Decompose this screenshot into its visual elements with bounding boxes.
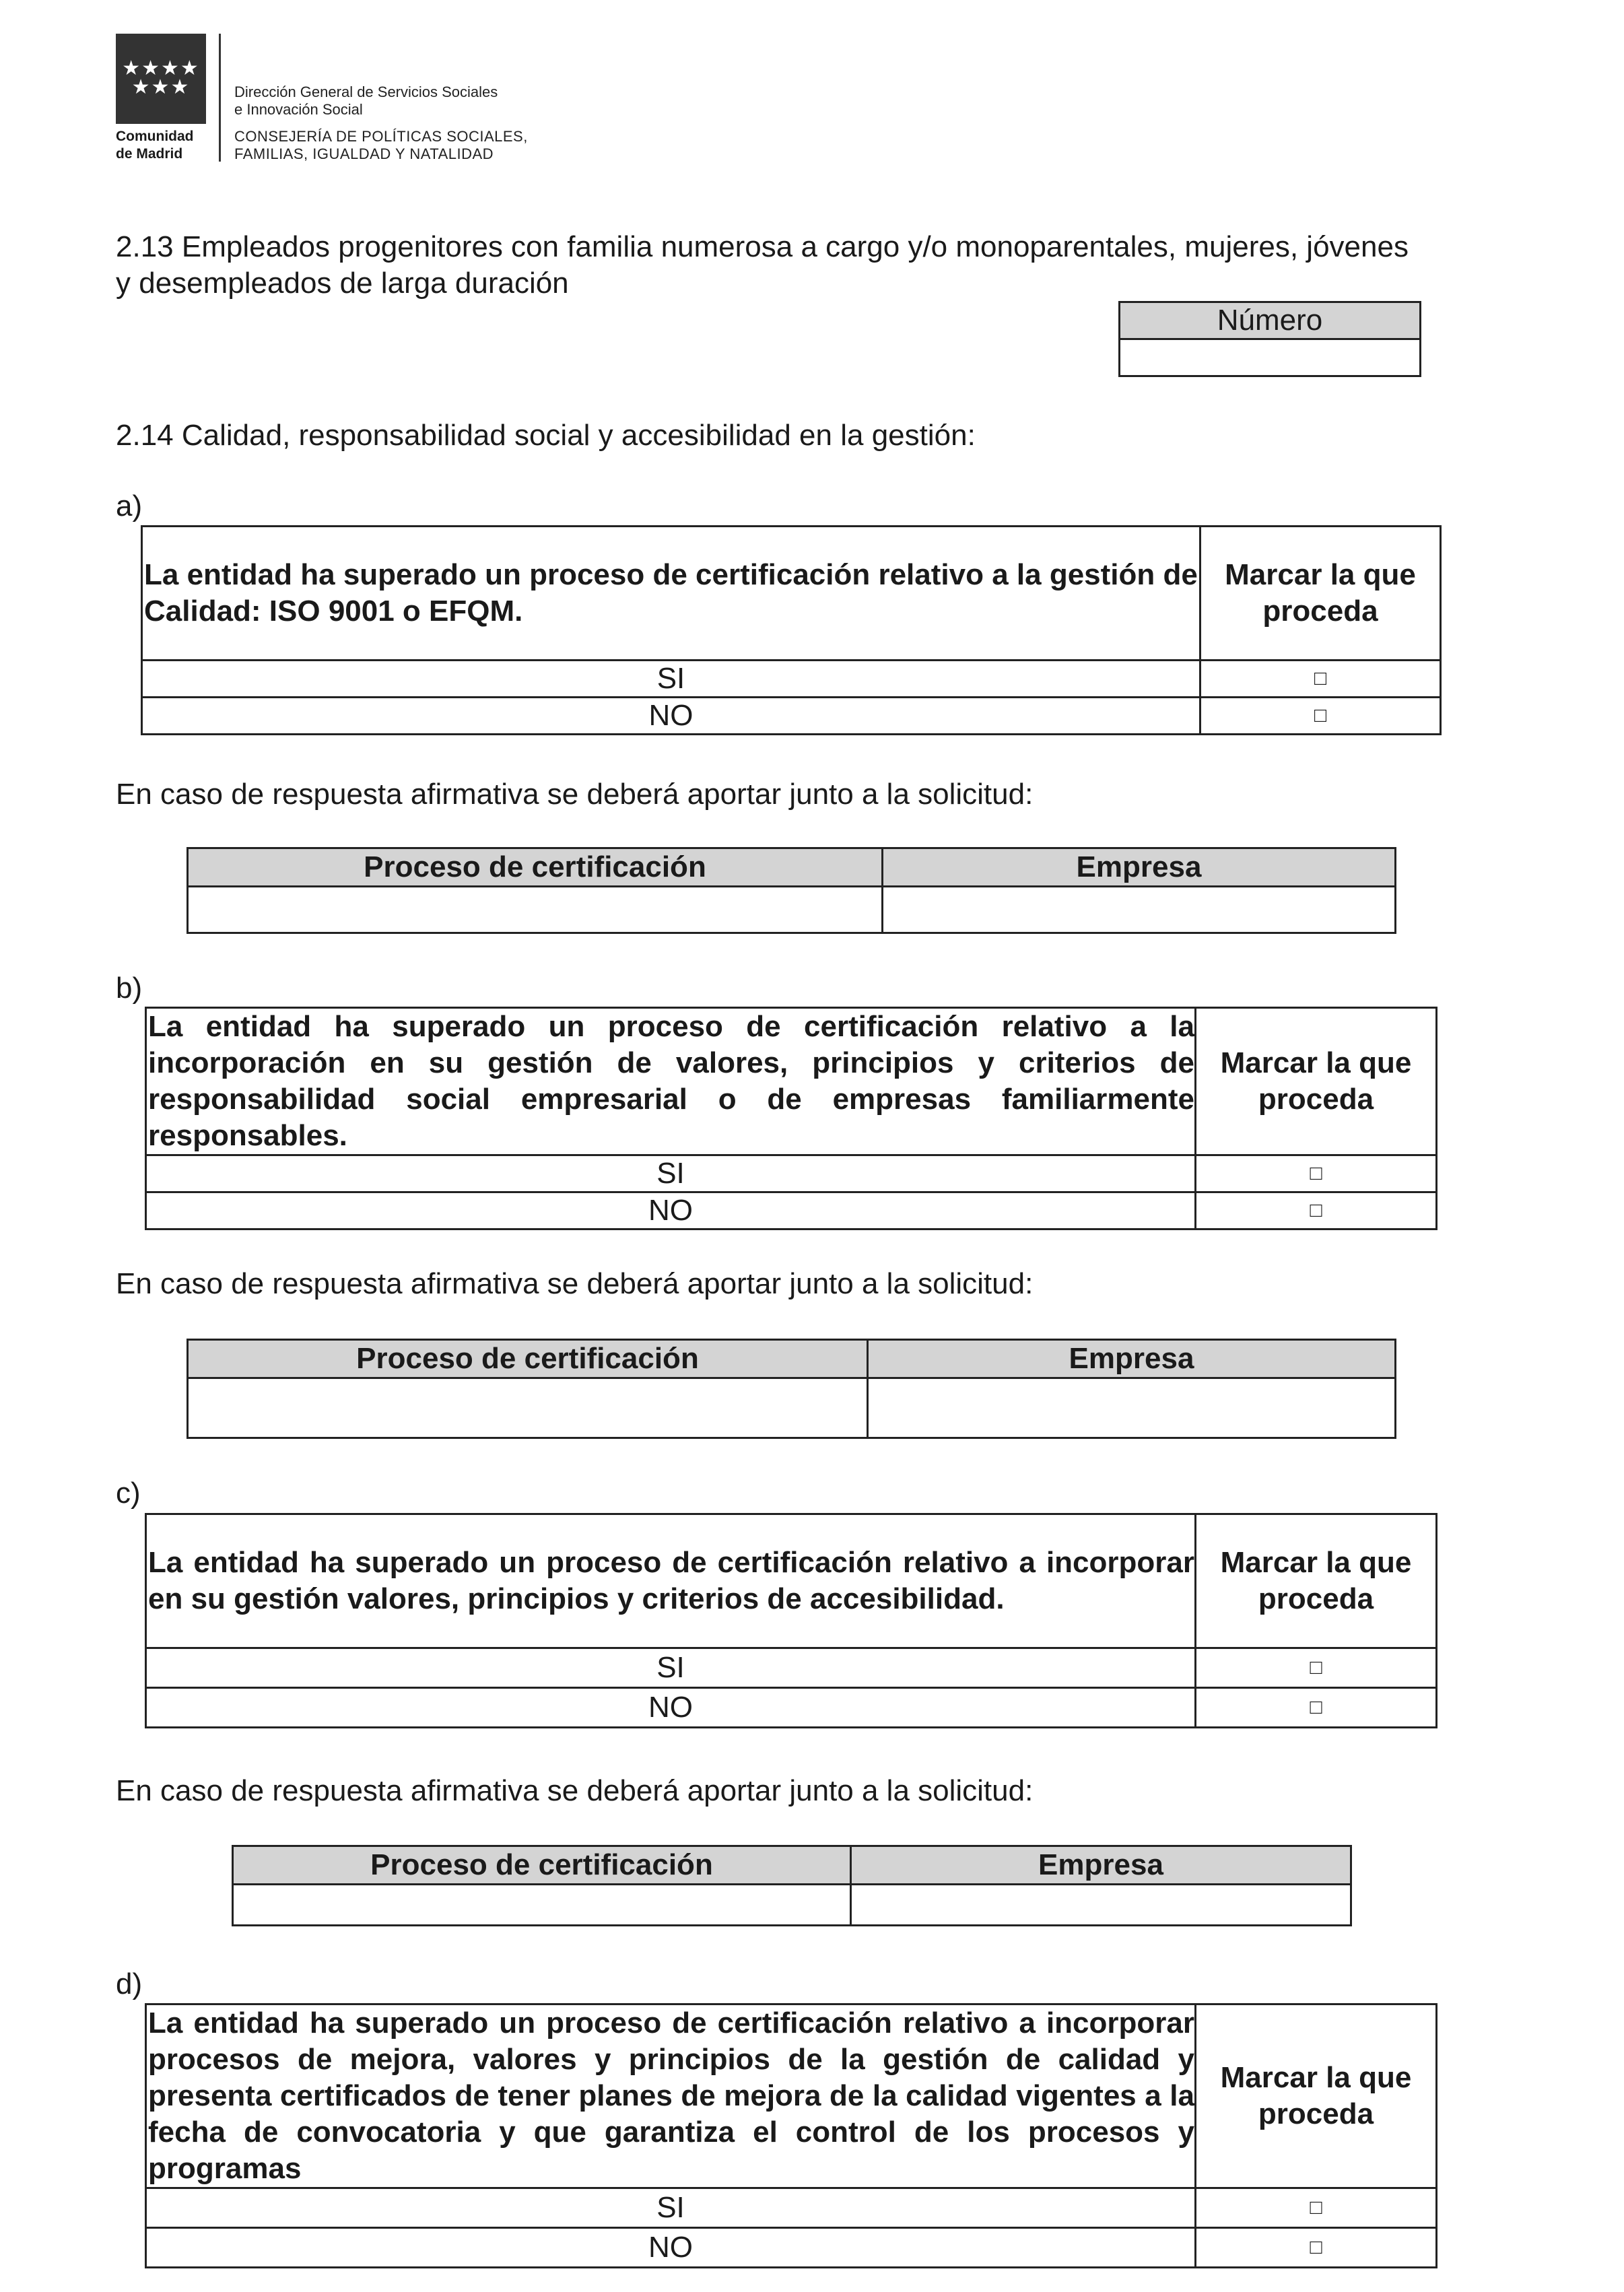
section-2-13-line-1: 2.13 Empleados progenitores con familia numerosa a cargo y/o monoparentales, mujeres, jóvenes (116, 230, 1409, 263)
item-a-option-no: NO (142, 698, 1200, 735)
item-b-option-si: SI (146, 1155, 1196, 1192)
item-b-col-empresa: Empresa (868, 1340, 1396, 1378)
item-b-checkbox-no[interactable]: □ (1196, 1192, 1437, 1229)
item-c-option-si: SI (146, 1648, 1196, 1688)
logo-caption (116, 128, 210, 163)
org-line-3: CONSEJERÍA DE POLÍTICAS SOCIALES, (234, 128, 528, 145)
item-c-col-proceso: Proceso de certificación (233, 1846, 851, 1885)
item-b-option-no: NO (146, 1192, 1196, 1229)
item-a-note: En caso de respuesta afirmativa se deberá aportar junto a la solicitud: (116, 778, 1034, 811)
item-a-question: La entidad ha superado un proceso de certificación relativo a la gestión de Calidad: ISO 9001 o EFQM. (142, 527, 1200, 661)
logo-caption-line-2: de Madrid (116, 146, 183, 162)
section-2-13-line-2: y desempleados de larga duración (116, 267, 569, 300)
item-c-proceso-input[interactable] (233, 1885, 851, 1926)
item-b-proceso-input[interactable] (188, 1378, 868, 1438)
numero-header: Número (1120, 302, 1421, 339)
item-d-option-si: SI (146, 2188, 1196, 2228)
item-a-mark-header: Marcar la que proceda (1200, 527, 1441, 661)
item-a-empresa-input[interactable] (883, 887, 1396, 933)
header-divider (219, 34, 221, 162)
item-a-cert-table (187, 847, 1396, 934)
item-a-checkbox-no[interactable]: □ (1200, 698, 1441, 735)
item-a-col-proceso: Proceso de certificación (188, 848, 883, 887)
item-b-question: La entidad ha superado un proceso de certificación relativo a la incorporación en su gestión de valores, principios y criterios de responsabilidad social empresarial o de empresas familiarmente responsables. (146, 1008, 1196, 1155)
item-b-checkbox-si[interactable]: □ (1196, 1155, 1437, 1192)
item-b-label: b) (116, 972, 143, 1005)
item-c-label: c) (116, 1477, 141, 1510)
item-b-col-proceso: Proceso de certificación (188, 1340, 868, 1378)
item-d-checkbox-si[interactable]: □ (1196, 2188, 1437, 2228)
item-a-label: a) (116, 490, 143, 523)
item-d-option-no: NO (146, 2228, 1196, 2268)
item-b-note: En caso de respuesta afirmativa se deberá aportar junto a la solicitud: (116, 1267, 1034, 1300)
item-d-table (145, 2003, 1437, 2268)
direccion-general (234, 83, 498, 119)
item-b-cert-table (187, 1339, 1396, 1439)
logo-caption-line-1: Comunidad (116, 129, 194, 144)
consejeria (234, 128, 528, 163)
org-line-2: e Innovación Social (234, 101, 363, 118)
item-a-option-si: SI (142, 661, 1200, 698)
logo-stars-icon: ★★★★ ★★★ (122, 57, 200, 98)
item-d-label: d) (116, 1967, 143, 2000)
item-c-checkbox-si[interactable]: □ (1196, 1648, 1437, 1688)
item-b-mark-header: Marcar la que proceda (1196, 1008, 1437, 1155)
item-c-checkbox-no[interactable]: □ (1196, 1688, 1437, 1728)
item-c-empresa-input[interactable] (851, 1885, 1351, 1926)
item-a-checkbox-si[interactable]: □ (1200, 661, 1441, 698)
numero-input[interactable] (1120, 339, 1421, 376)
item-c-table (145, 1513, 1437, 1728)
org-line-1: Dirección General de Servicios Sociales (234, 83, 498, 100)
item-c-mark-header: Marcar la que proceda (1196, 1514, 1437, 1648)
item-a-table (141, 525, 1442, 735)
item-d-mark-header: Marcar la que proceda (1196, 2004, 1437, 2188)
item-d-question: La entidad ha superado un proceso de certificación relativo a incorporar procesos de mejora, valores y principios de la gestión de calidad y presenta certificados de tener planes de mejora de la calidad vigentes a la fecha de convocatoria y que garantiza el control de los procesos y programas (146, 2004, 1196, 2188)
section-2-13-heading (116, 229, 1409, 302)
item-b-empresa-input[interactable] (868, 1378, 1396, 1438)
org-line-4: FAMILIAS, IGUALDAD Y NATALIDAD (234, 145, 494, 162)
comunidad-madrid-logo (116, 34, 206, 124)
item-c-col-empresa: Empresa (851, 1846, 1351, 1885)
item-c-cert-table (232, 1845, 1352, 1926)
item-a-proceso-input[interactable] (188, 887, 883, 933)
section-2-14-heading: 2.14 Calidad, responsabilidad social y accesibilidad en la gestión: (116, 419, 976, 452)
item-d-checkbox-no[interactable]: □ (1196, 2228, 1437, 2268)
item-c-question: La entidad ha superado un proceso de certificación relativo a incorporar en su gestión valores, principios y criterios de accesibilidad. (146, 1514, 1196, 1648)
item-b-table (145, 1007, 1437, 1230)
numero-table (1118, 301, 1421, 377)
item-c-note: En caso de respuesta afirmativa se deberá aportar junto a la solicitud: (116, 1774, 1034, 1807)
item-c-option-no: NO (146, 1688, 1196, 1728)
item-a-col-empresa: Empresa (883, 848, 1396, 887)
